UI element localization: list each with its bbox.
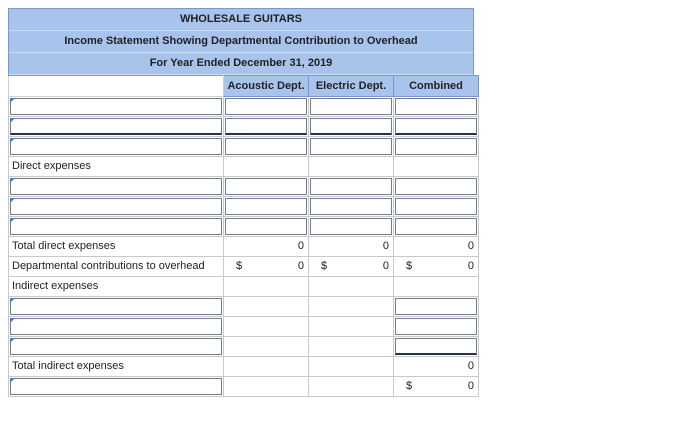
indirect-expenses-row xyxy=(9,277,479,297)
total-direct-row xyxy=(9,237,479,257)
indirect-combined-input-2[interactable] xyxy=(394,317,479,337)
total-direct-label: Total direct expenses xyxy=(9,237,224,257)
dropdown-marker-icon xyxy=(10,338,15,343)
acoustic-input-3[interactable] xyxy=(224,137,309,157)
final-label-input[interactable] xyxy=(9,377,224,397)
statement-period: For Year Ended December 31, 2019 xyxy=(9,53,473,75)
total-indirect-label: Total indirect expenses xyxy=(9,357,224,377)
currency-symbol: $ xyxy=(406,380,413,392)
direct-input-row-1 xyxy=(9,177,479,197)
indirect-combined-input-3[interactable] xyxy=(394,337,479,357)
input-row-2 xyxy=(9,117,479,137)
statement-header xyxy=(8,8,474,75)
dropdown-marker-icon xyxy=(10,178,15,183)
indirect-input-row-1 xyxy=(9,297,479,317)
combined-input-1[interactable] xyxy=(394,97,479,117)
direct-acoustic-input-3[interactable] xyxy=(224,217,309,237)
final-row xyxy=(9,377,479,397)
direct-electric-input-3[interactable] xyxy=(309,217,394,237)
acoustic-input-1[interactable] xyxy=(224,97,309,117)
direct-acoustic-input-1[interactable] xyxy=(224,177,309,197)
electric-input-3[interactable] xyxy=(309,137,394,157)
indirect-combined-input-1[interactable] xyxy=(394,297,479,317)
dropdown-marker-icon xyxy=(10,98,15,103)
dept-contrib-electric: $ 0 xyxy=(309,257,394,277)
direct-combined-input-3[interactable] xyxy=(394,217,479,237)
label-input-3[interactable] xyxy=(9,137,224,157)
total-direct-electric: 0 xyxy=(309,237,394,257)
combined-input-2[interactable] xyxy=(394,117,479,137)
indirect-input-row-3 xyxy=(9,337,479,357)
total-indirect-row xyxy=(9,357,479,377)
income-statement-sheet xyxy=(8,8,474,397)
dropdown-marker-icon xyxy=(10,198,15,203)
label-input-1[interactable] xyxy=(9,97,224,117)
dropdown-marker-icon xyxy=(10,118,15,123)
combined-input-3[interactable] xyxy=(394,137,479,157)
direct-label-input-2[interactable] xyxy=(9,197,224,217)
total-indirect-combined: 0 xyxy=(394,357,479,377)
direct-electric-input-1[interactable] xyxy=(309,177,394,197)
input-row-1 xyxy=(9,97,479,117)
indirect-label-input-3[interactable] xyxy=(9,337,224,357)
total-direct-combined: 0 xyxy=(394,237,479,257)
column-header-acoustic: Acoustic Dept. xyxy=(224,76,309,97)
column-header-electric: Electric Dept. xyxy=(309,76,394,97)
direct-label-input-3[interactable] xyxy=(9,217,224,237)
direct-combined-input-1[interactable] xyxy=(394,177,479,197)
dropdown-marker-icon xyxy=(10,318,15,323)
dept-contrib-acoustic: $ 0 xyxy=(224,257,309,277)
dropdown-marker-icon xyxy=(10,298,15,303)
acoustic-input-2[interactable] xyxy=(224,117,309,137)
dept-contrib-label: Departmental contributions to overhead xyxy=(9,257,224,277)
currency-symbol: $ xyxy=(236,260,243,272)
dropdown-marker-icon xyxy=(10,378,15,383)
indirect-input-row-2 xyxy=(9,317,479,337)
column-header-row xyxy=(9,76,479,97)
direct-expenses-row xyxy=(9,157,479,177)
dept-contrib-row xyxy=(9,257,479,277)
direct-combined-input-2[interactable] xyxy=(394,197,479,217)
electric-input-2[interactable] xyxy=(309,117,394,137)
currency-symbol: $ xyxy=(321,260,328,272)
direct-label-input-1[interactable] xyxy=(9,177,224,197)
dropdown-marker-icon xyxy=(10,218,15,223)
label-input-2[interactable] xyxy=(9,117,224,137)
final-combined: $ 0 xyxy=(394,377,479,397)
input-row-3 xyxy=(9,137,479,157)
electric-input-1[interactable] xyxy=(309,97,394,117)
dropdown-marker-icon xyxy=(10,138,15,143)
total-direct-acoustic: 0 xyxy=(224,237,309,257)
column-header-blank xyxy=(9,76,224,97)
direct-input-row-2 xyxy=(9,197,479,217)
direct-input-row-3 xyxy=(9,217,479,237)
statement-title: Income Statement Showing Departmental Contribution to Overhead xyxy=(9,31,473,53)
indirect-label-input-1[interactable] xyxy=(9,297,224,317)
column-header-combined: Combined xyxy=(394,76,479,97)
company-name: WHOLESALE GUITARS xyxy=(9,9,473,31)
statement-grid xyxy=(8,75,479,397)
indirect-label-input-2[interactable] xyxy=(9,317,224,337)
dept-contrib-combined: $ 0 xyxy=(394,257,479,277)
currency-symbol: $ xyxy=(406,260,413,272)
indirect-expenses-label: Indirect expenses xyxy=(9,277,224,297)
direct-acoustic-input-2[interactable] xyxy=(224,197,309,217)
direct-electric-input-2[interactable] xyxy=(309,197,394,217)
direct-expenses-label: Direct expenses xyxy=(9,157,224,177)
